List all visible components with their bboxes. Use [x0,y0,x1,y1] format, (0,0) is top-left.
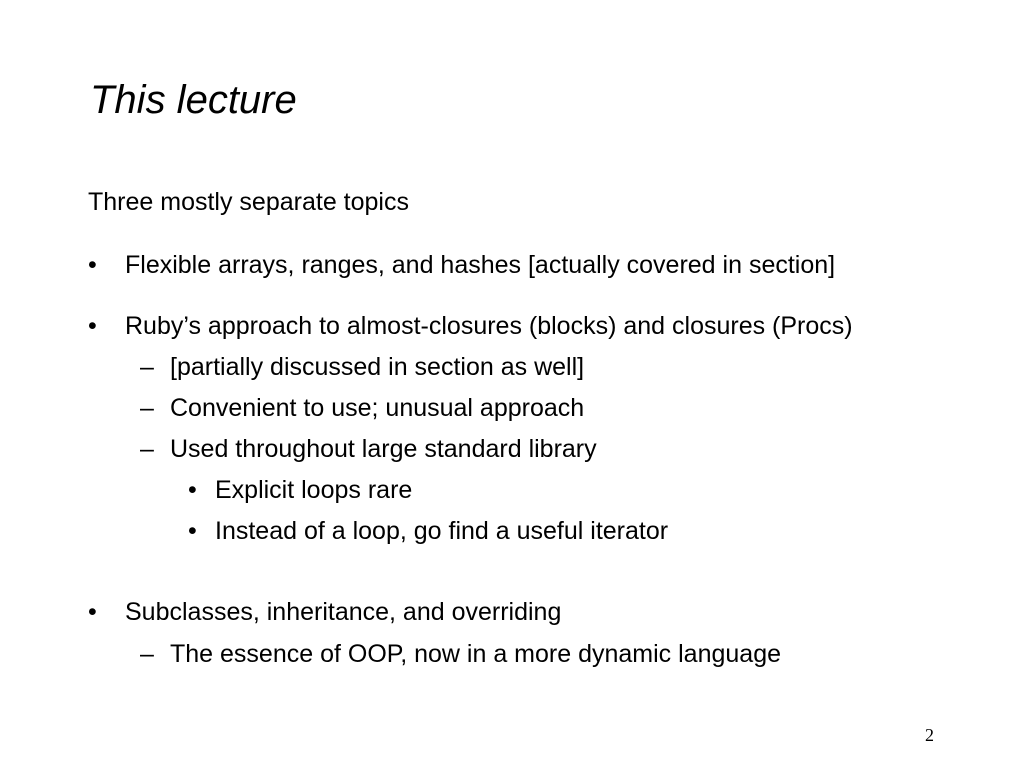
bullet-2-sub-1: [partially discussed in section as well] [170,353,585,381]
bullet-marker: • [88,251,97,279]
page-number: 2 [925,725,934,745]
dash-marker: – [140,435,154,463]
bullet-marker: • [188,517,197,545]
bullet-marker: • [188,476,197,504]
bullet-2-sub-3: Used throughout large standard library [170,435,597,463]
bullet-3-sub-1: The essence of OOP, now in a more dynamic language [170,640,781,668]
bullet-1-text: Flexible arrays, ranges, and hashes [actually covered in section] [125,251,836,279]
intro-text: Three mostly separate topics [88,188,409,216]
bullet-2-subsub-2: Instead of a loop, go find a useful iterator [215,517,669,545]
slide-title: This lecture [90,78,297,122]
dash-marker: – [140,394,154,422]
bullet-3-text: Subclasses, inheritance, and overriding [125,598,562,626]
dash-marker: – [140,353,154,381]
dash-marker: – [140,640,154,668]
bullet-marker: • [88,598,97,626]
bullet-marker: • [88,312,97,340]
bullet-2-text: Ruby’s approach to almost-closures (blocks) and closures (Procs) [125,312,853,340]
bullet-2-sub-2: Convenient to use; unusual approach [170,394,585,422]
bullet-2-subsub-1: Explicit loops rare [215,476,413,504]
